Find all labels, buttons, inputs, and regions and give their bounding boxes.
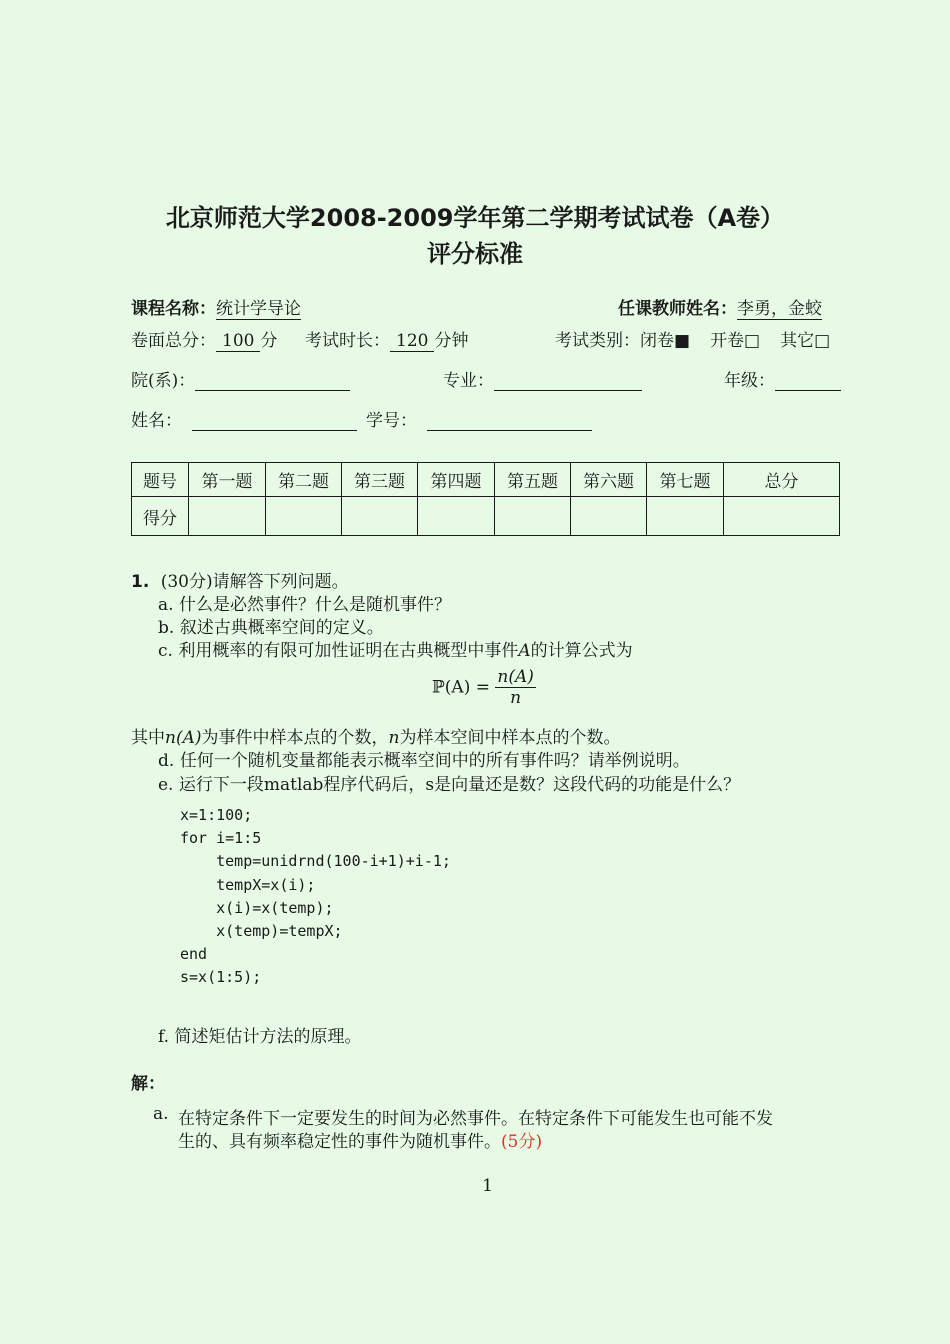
score-cell	[495, 497, 571, 536]
grade-field	[724, 366, 841, 391]
question-item-c-suffix: 的计算公式为	[530, 641, 633, 661]
formula-fraction	[495, 667, 536, 708]
formula-explanation: 其中n(A)为事件中样本点的个数，n为样本空间中样本点的个数。	[131, 728, 621, 748]
score-row-label: 得分	[132, 497, 189, 536]
score-table	[131, 462, 840, 536]
formula-denominator: n	[510, 688, 522, 708]
solution-a-marker: a.	[153, 1104, 169, 1124]
score-header-cell: 第六题	[571, 463, 647, 497]
score-header-cell: 第五题	[495, 463, 571, 497]
question-item-f: f. 简述矩估计方法的原理。	[158, 1027, 362, 1047]
solution-a-line1: 在特定条件下一定要发生的时间为必然事件。在特定条件下可能发生也可能不发	[178, 1109, 773, 1129]
score-header-cell: 第七题	[647, 463, 724, 497]
score-cell	[266, 497, 342, 536]
score-cell	[571, 497, 647, 536]
name-label: 姓名：	[131, 411, 182, 431]
student-id-blank	[427, 412, 592, 431]
name-field	[131, 406, 357, 431]
student-id-field	[366, 406, 592, 431]
question-item-e: e. 运行下一段matlab程序代码后，s是向量还是数？这段代码的功能是什么？	[158, 775, 741, 795]
question-number: 1.	[131, 572, 150, 592]
exam-type-closed: 闭卷■	[640, 331, 691, 351]
grade-label: 年级：	[724, 371, 775, 391]
total-score-value: 100	[216, 331, 260, 352]
score-header-cell: 第二题	[266, 463, 342, 497]
score-table-score-row	[132, 497, 840, 536]
score-header-cell: 第一题	[189, 463, 266, 497]
teacher-label: 任课教师姓名：	[618, 299, 737, 319]
name-blank	[192, 412, 357, 431]
duration-field	[305, 326, 468, 352]
total-score-unit: 分	[260, 331, 278, 351]
duration-label: 考试时长：	[305, 331, 390, 351]
formula-numerator: n(A)	[497, 667, 534, 687]
exam-type-field	[555, 326, 830, 351]
score-cell	[647, 497, 724, 536]
student-id-label: 学号：	[366, 411, 417, 431]
score-header-cell: 题号	[132, 463, 189, 497]
matlab-code-block: x=1:100; for i=1:5 temp=unidrnd(100-i+1)+i-1; tempX=x(i); x(i)=x(temp); x(temp)=tempX; end s=x(1:5);	[180, 806, 451, 987]
course-value: 统计学导论	[216, 294, 301, 320]
course-field	[131, 294, 301, 320]
question-item-c-prefix: c. 利用概率的有限可加性证明在古典概型中事件	[158, 641, 519, 661]
score-cell	[342, 497, 418, 536]
department-field	[131, 366, 350, 391]
formula-lhs: ℙ(A) =	[432, 677, 490, 698]
course-label: 课程名称：	[131, 299, 216, 319]
score-header-cell: 第三题	[342, 463, 418, 497]
major-field	[443, 366, 642, 391]
exam-type-label: 考试类别：	[555, 331, 640, 351]
department-blank	[195, 372, 350, 391]
score-header-cell: 总分	[724, 463, 840, 497]
score-cell	[189, 497, 266, 536]
total-score-field	[131, 326, 277, 352]
question-item-c	[158, 636, 633, 661]
score-cell	[418, 497, 495, 536]
solution-label: 解：	[131, 1074, 165, 1094]
score-table-header-row	[132, 463, 840, 497]
score-cell	[724, 497, 840, 536]
duration-unit: 分钟	[434, 331, 469, 351]
question-1-stem	[131, 567, 349, 592]
question-stem-text: (30分)请解答下列问题。	[160, 572, 349, 592]
exam-subtitle: 评分标准	[427, 240, 523, 268]
question-item-c-var: A	[518, 641, 531, 661]
question-item-d: d. 任何一个随机变量都能表示概率空间中的所有事件吗？请举例说明。	[158, 751, 690, 771]
page-number: 1	[482, 1176, 493, 1196]
department-label: 院(系)：	[131, 371, 196, 391]
score-header-cell: 第四题	[418, 463, 495, 497]
question-item-b: b. 叙述古典概率空间的定义。	[158, 618, 384, 638]
exam-type-other: 其它□	[780, 331, 831, 351]
total-score-label: 卷面总分：	[131, 331, 216, 351]
teacher-value: 李勇，金蛟	[737, 294, 822, 320]
duration-value: 120	[390, 331, 434, 352]
major-label: 专业：	[443, 371, 494, 391]
grade-blank	[775, 372, 841, 391]
teacher-field	[618, 294, 822, 320]
question-item-a: a. 什么是必然事件？什么是随机事件？	[158, 595, 451, 615]
major-blank	[494, 372, 642, 391]
solution-a-text: 生的、具有频率稳定性的事件为随机事件。	[178, 1132, 501, 1152]
probability-formula	[432, 667, 536, 708]
solution-a-points: (5分)	[501, 1132, 543, 1152]
solution-a-line2	[178, 1127, 542, 1152]
exam-title: 北京师范大学2008-2009学年第二学期考试试卷（A卷）	[165, 204, 785, 232]
exam-type-open: 开卷□	[710, 331, 761, 351]
